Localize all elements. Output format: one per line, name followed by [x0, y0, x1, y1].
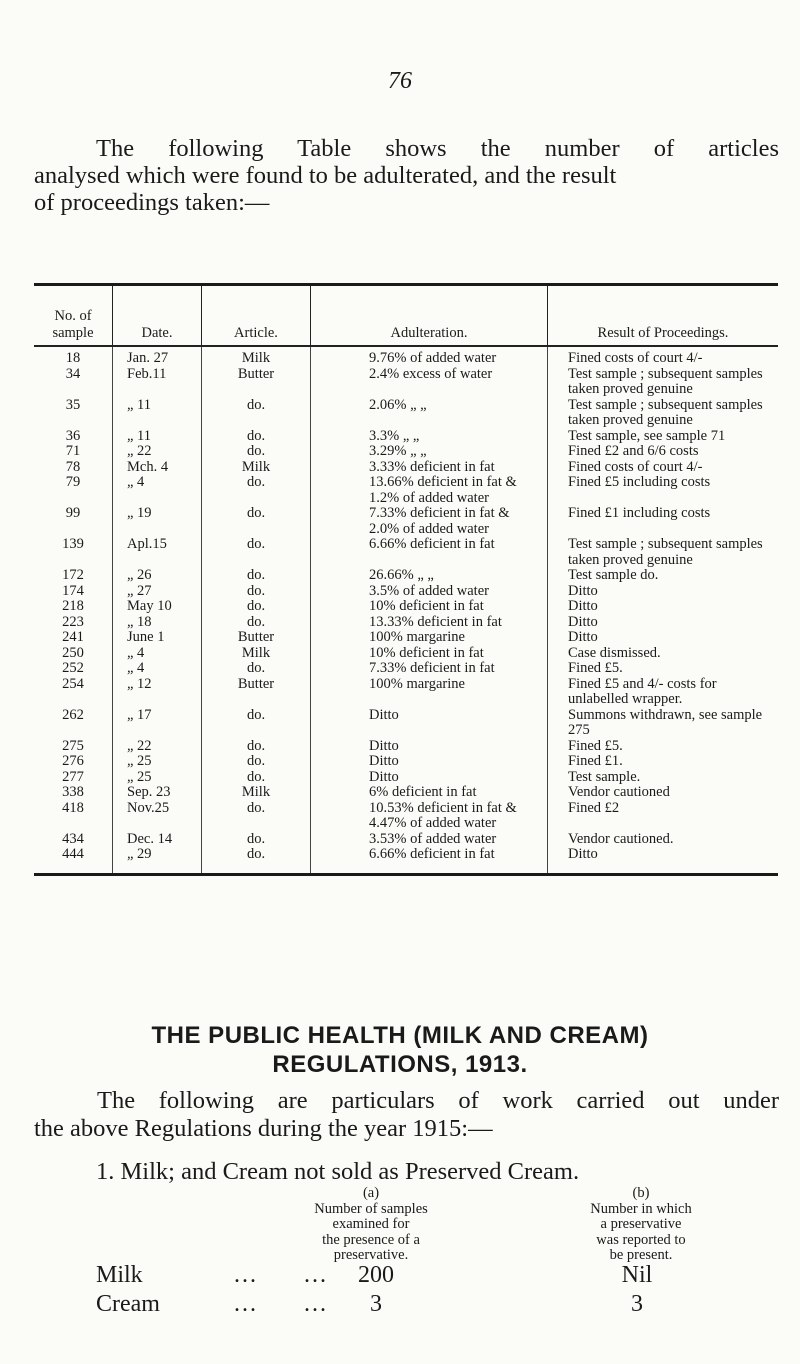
cell-article: do. [202, 506, 311, 537]
table-row [34, 537, 778, 568]
cell-adulteration: 3.5% of added water [311, 584, 548, 600]
cell-result: Fined £5 and 4/- costs for unlabelled wrapper. [548, 677, 779, 708]
header-adulteration: Adulteration. [311, 286, 548, 346]
cell-sample-no: 79 [65, 474, 81, 490]
cell-date: „ 22 [113, 444, 202, 460]
cell-sample-no: 34 [65, 365, 81, 382]
cell-date: „ 4 [113, 646, 202, 662]
adulteration-table-container [34, 286, 778, 876]
cell-sample-no: 254 [62, 675, 84, 692]
cell-date: Apl.15 [113, 537, 202, 568]
cell-date: „ 25 [113, 770, 202, 786]
cell-adulteration: 26.66% „ „ [311, 568, 548, 584]
cell-date: „ 26 [113, 568, 202, 584]
cell-result: Test sample ; subsequent samples taken proved genuine [548, 367, 779, 398]
cell-article: do. [202, 615, 311, 631]
cell-result: Ditto [548, 599, 779, 615]
section-heading: REGULATIONS, 1913. [272, 1051, 528, 1078]
column-note-line: (b) [632, 1185, 650, 1201]
table-header-row [34, 286, 778, 346]
cell-article: do. [202, 801, 311, 832]
cell-result: Test sample ; subsequent samples taken proved genuine [548, 537, 779, 568]
cell-article: Milk [202, 785, 311, 801]
cell-result: Ditto [548, 847, 779, 873]
cell-result: Ditto [548, 630, 779, 646]
cell-result: Fined £5. [548, 661, 779, 677]
cell-date: „ 29 [113, 847, 202, 873]
cell-article: do. [202, 832, 311, 848]
cell-article: do. [202, 739, 311, 755]
cell-result: Fined costs of court 4/- [548, 460, 779, 476]
cell-date: Sep. 23 [113, 785, 202, 801]
cell-article: do. [202, 708, 311, 739]
table-row [34, 398, 778, 429]
intro-paragraph [34, 135, 779, 216]
summary-value-a: 200 [358, 1262, 394, 1288]
leader-dots: ... [234, 1262, 258, 1288]
table-row [34, 630, 778, 646]
cell-result: Test sample ; subsequent samples taken proved genuine [548, 398, 779, 429]
table-row [34, 646, 778, 662]
cell-result: Fined £1. [548, 754, 779, 770]
cell-sample-no: 99 [65, 505, 81, 521]
cell-date: Jan. 27 [113, 346, 202, 367]
cell-adulteration: Ditto [311, 754, 548, 770]
cell-result: Fined £2 [548, 801, 779, 832]
cell-article: do. [202, 754, 311, 770]
cell-adulteration: 10% deficient in fat [311, 599, 548, 615]
column-note-line: (a) [362, 1185, 380, 1201]
cell-date: June 1 [113, 630, 202, 646]
table-row [34, 832, 778, 848]
cell-adulteration: 2.4% excess of water [311, 367, 548, 398]
cell-sample-no: 444 [62, 846, 84, 862]
intro-line: The following Table shows the number of articles [96, 135, 779, 162]
cell-sample-no: 277 [62, 768, 84, 785]
cell-date: „ 27 [113, 584, 202, 600]
header-result: Result of Proceedings. [548, 286, 779, 346]
cell-sample-no: 250 [62, 644, 84, 661]
cell-result: Ditto [548, 615, 779, 631]
table-row [34, 506, 778, 537]
cell-article: Milk [202, 346, 311, 367]
summary-label: Milk [96, 1262, 143, 1288]
cell-sample-no: 241 [62, 629, 84, 645]
leader-dots: ... [304, 1262, 328, 1288]
column-note-line: preservative. [333, 1247, 409, 1263]
cell-date: Dec. 14 [113, 832, 202, 848]
cell-article: do. [202, 599, 311, 615]
table-row [34, 677, 778, 708]
summary-value-a: 3 [370, 1291, 382, 1317]
cell-adulteration: Ditto [311, 739, 548, 755]
summary-row-cream [96, 1291, 736, 1319]
cell-date: May 10 [113, 599, 202, 615]
cell-sample-no: 262 [62, 706, 84, 723]
cell-result: Fined £2 and 6/6 costs [548, 444, 779, 460]
cell-date: Mch. 4 [113, 460, 202, 476]
table-row [34, 568, 778, 584]
cell-article: do. [202, 568, 311, 584]
section-paragraph [34, 1087, 779, 1143]
cell-sample-no: 223 [62, 613, 84, 630]
cell-sample-no: 18 [65, 350, 81, 366]
leader-dots: ... [234, 1291, 258, 1317]
cell-article: do. [202, 847, 311, 873]
cell-date: „ 4 [113, 661, 202, 677]
column-note-line: Number of samples [314, 1200, 428, 1217]
table-row [34, 460, 778, 476]
table-body [34, 346, 778, 873]
cell-article: do. [202, 475, 311, 506]
page-number: 76 [388, 68, 412, 94]
summary-value-b: Nil [621, 1262, 653, 1288]
table-row [34, 754, 778, 770]
table-row [34, 661, 778, 677]
cell-date: „ 11 [113, 429, 202, 445]
cell-result: Test sample, see sample 71 [548, 429, 779, 445]
table-row [34, 615, 778, 631]
table-row [34, 739, 778, 755]
column-note-line: was reported to [596, 1231, 686, 1248]
cell-result: Test sample do. [548, 568, 779, 584]
cell-result: Vendor cautioned [548, 785, 779, 801]
cell-date: „ 11 [113, 398, 202, 429]
cell-article: do. [202, 584, 311, 600]
table-row [34, 770, 778, 786]
column-note-line: be present. [609, 1247, 673, 1263]
paragraph-line: the above Regulations during the year 1915:— [34, 1115, 493, 1142]
cell-date: Nov.25 [113, 801, 202, 832]
table-row [34, 785, 778, 801]
summary-row-milk [96, 1262, 736, 1290]
summary-label: Cream [96, 1291, 160, 1317]
cell-article: Butter [202, 630, 311, 646]
intro-line: analysed which were found to be adulterated, and the result [34, 162, 617, 189]
cell-date: Feb.11 [113, 367, 202, 398]
cell-article: do. [202, 429, 311, 445]
cell-sample-no: 338 [62, 784, 84, 800]
cell-sample-no: 174 [62, 582, 84, 599]
cell-adulteration: 100% margarine [311, 630, 548, 646]
table-row [34, 708, 778, 739]
cell-sample-no: 35 [65, 396, 81, 413]
table-row [34, 444, 778, 460]
cell-article: do. [202, 444, 311, 460]
cell-adulteration: 3.33% deficient in fat [311, 460, 548, 476]
cell-adulteration: Ditto [311, 708, 548, 739]
header-article: Article. [202, 286, 311, 346]
cell-article: Butter [202, 367, 311, 398]
cell-sample-no: 276 [62, 753, 84, 769]
column-note-line: a preservative [600, 1216, 682, 1232]
cell-result: Fined £5. [548, 739, 779, 755]
cell-adulteration: 3.29% „ „ [311, 444, 548, 460]
section-heading: THE PUBLIC HEALTH (MILK AND CREAM) [151, 1022, 649, 1049]
table-row [34, 801, 778, 832]
cell-result: Vendor cautioned. [548, 832, 779, 848]
cell-result: Case dismissed. [548, 646, 779, 662]
cell-sample-no: 418 [62, 799, 84, 816]
cell-date: „ 18 [113, 615, 202, 631]
cell-date: „ 22 [113, 739, 202, 755]
cell-adulteration: 3.3% „ „ [311, 429, 548, 445]
cell-article: do. [202, 661, 311, 677]
cell-adulteration: 10.53% deficient in fat & 4.47% of added water [311, 801, 548, 832]
table-row [34, 429, 778, 445]
cell-sample-no: 172 [62, 567, 84, 583]
cell-sample-no: 139 [62, 536, 84, 552]
column-note-line: examined for [332, 1216, 410, 1232]
leader-dots: ... [304, 1291, 328, 1317]
cell-article: do. [202, 537, 311, 568]
paragraph-line: The following are particulars of work carried out under [97, 1087, 779, 1114]
table-row [34, 475, 778, 506]
cell-result: Summons withdrawn, see sample 275 [548, 708, 779, 739]
header-text: No. of [54, 308, 92, 324]
adulteration-table [34, 286, 778, 873]
cell-adulteration: 9.76% of added water [311, 346, 548, 367]
cell-result: Fined £1 including costs [548, 506, 779, 537]
cell-article: Milk [202, 460, 311, 476]
cell-adulteration: 6% deficient in fat [311, 785, 548, 801]
cell-sample-no: 252 [62, 660, 84, 676]
table-row [34, 346, 778, 367]
subsection-heading: 1. Milk; and Cream not sold as Preserved Cream. [96, 1158, 580, 1185]
header-text: sample [52, 325, 94, 341]
cell-article: do. [202, 398, 311, 429]
cell-date: „ 4 [113, 475, 202, 506]
table-row [34, 599, 778, 615]
cell-date: „ 25 [113, 754, 202, 770]
table-row [34, 367, 778, 398]
cell-date: „ 12 [113, 677, 202, 708]
cell-sample-no: 434 [62, 830, 84, 847]
column-note-line: Number in which [590, 1200, 692, 1217]
cell-adulteration: 6.66% deficient in fat [311, 847, 548, 873]
cell-sample-no: 275 [62, 737, 84, 754]
cell-adulteration: 7.33% deficient in fat [311, 661, 548, 677]
cell-adulteration: 100% margarine [311, 677, 548, 708]
cell-article: Butter [202, 677, 311, 708]
table-bottom-rule [34, 873, 778, 876]
cell-result: Fined £5 including costs [548, 475, 779, 506]
cell-article: do. [202, 770, 311, 786]
column-b-note [566, 1186, 716, 1264]
cell-sample-no: 78 [65, 458, 81, 475]
intro-line: of proceedings taken:— [34, 189, 270, 216]
header-date: Date. [113, 286, 202, 346]
cell-date: „ 19 [113, 506, 202, 537]
cell-adulteration: 3.53% of added water [311, 832, 548, 848]
cell-adulteration: Ditto [311, 770, 548, 786]
cell-adulteration: 7.33% deficient in fat & 2.0% of added water [311, 506, 548, 537]
cell-sample-no: 71 [65, 443, 81, 459]
cell-adulteration: 2.06% „ „ [311, 398, 548, 429]
cell-adulteration: 6.66% deficient in fat [311, 537, 548, 568]
table-row [34, 584, 778, 600]
cell-sample-no: 218 [62, 598, 84, 614]
cell-result: Test sample. [548, 770, 779, 786]
column-note-line: the presence of a [322, 1231, 420, 1248]
summary-value-b: 3 [631, 1291, 643, 1317]
table-row [34, 847, 778, 873]
cell-result: Fined costs of court 4/- [548, 346, 779, 367]
cell-date: „ 17 [113, 708, 202, 739]
header-sample-no [34, 286, 113, 346]
cell-adulteration: 13.33% deficient in fat [311, 615, 548, 631]
cell-result: Ditto [548, 584, 779, 600]
column-a-note [291, 1186, 451, 1264]
cell-adulteration: 10% deficient in fat [311, 646, 548, 662]
cell-adulteration: 13.66% deficient in fat & 1.2% of added water [311, 475, 548, 506]
cell-sample-no: 36 [65, 427, 81, 444]
cell-article: Milk [202, 646, 311, 662]
